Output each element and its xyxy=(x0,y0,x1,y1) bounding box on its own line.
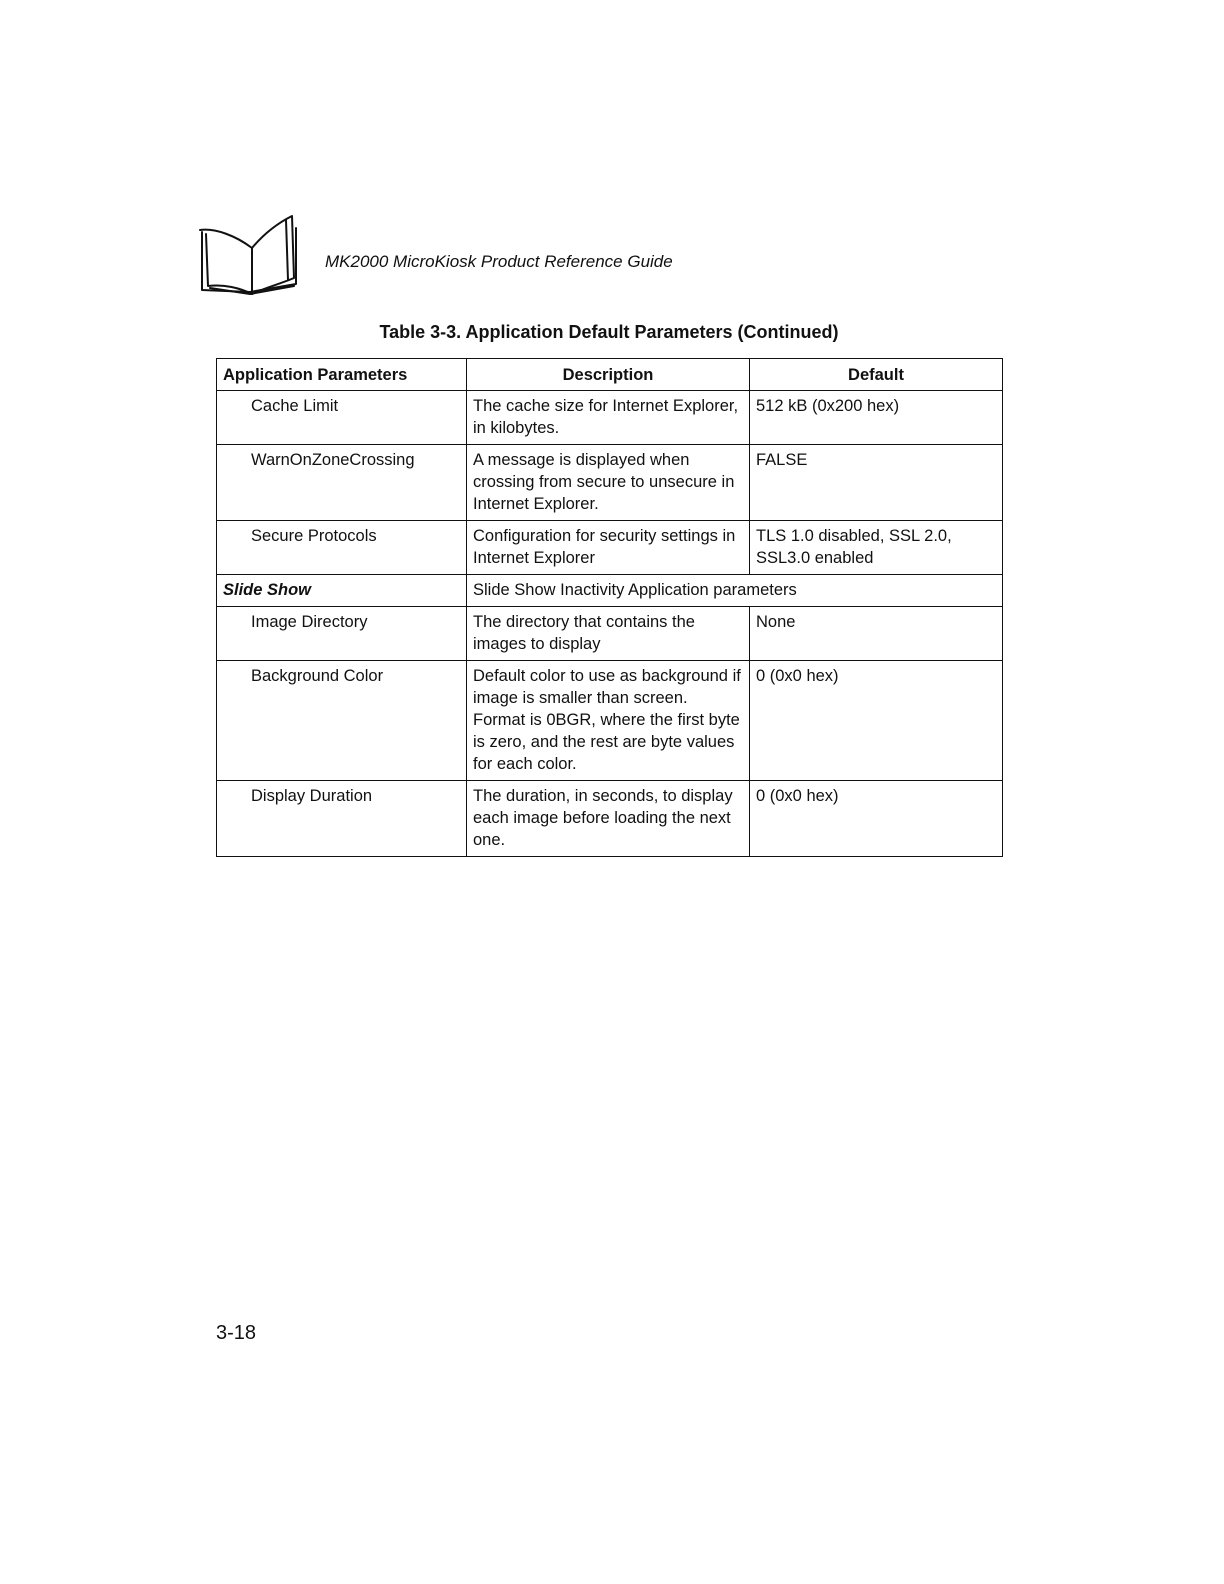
table-header-row xyxy=(217,359,1003,391)
parameter-name: Display Duration xyxy=(217,781,467,857)
parameter-name: Secure Protocols xyxy=(217,521,467,575)
parameter-description: The cache size for Internet Explorer, in kilobytes. xyxy=(467,391,750,445)
open-book-icon xyxy=(196,214,302,298)
parameter-default: 0 (0x0 hex) xyxy=(750,661,1003,781)
table-row xyxy=(217,391,1003,445)
parameter-default: None xyxy=(750,607,1003,661)
parameter-default: 0 (0x0 hex) xyxy=(750,781,1003,857)
column-header-parameters: Application Parameters xyxy=(217,359,467,391)
parameter-default: 512 kB (0x200 hex) xyxy=(750,391,1003,445)
table-row xyxy=(217,521,1003,575)
table-row xyxy=(217,607,1003,661)
parameter-name: Image Directory xyxy=(217,607,467,661)
parameter-name: WarnOnZoneCrossing xyxy=(217,445,467,521)
parameter-description: The directory that contains the images to display xyxy=(467,607,750,661)
guide-title: MK2000 MicroKiosk Product Reference Guide xyxy=(325,252,673,271)
parameter-description: A message is displayed when crossing from secure to unsecure in Internet Explorer. xyxy=(467,445,750,521)
parameter-description: The duration, in seconds, to display each image before loading the next one. xyxy=(467,781,750,857)
column-header-description: Description xyxy=(467,359,750,391)
section-description: Slide Show Inactivity Application parameters xyxy=(467,575,1003,607)
application-parameters-table xyxy=(216,358,1003,857)
parameter-default: TLS 1.0 disabled, SSL 2.0, SSL3.0 enabled xyxy=(750,521,1003,575)
parameter-name: Background Color xyxy=(217,661,467,781)
section-title: Slide Show xyxy=(217,575,467,607)
section-row xyxy=(217,575,1003,607)
table-row xyxy=(217,661,1003,781)
parameter-description: Default color to use as background if image is smaller than screen. Format is 0BGR, where the first byte is zero, and the rest are byte values for each color. xyxy=(467,661,750,781)
table-row xyxy=(217,781,1003,857)
parameter-description: Configuration for security settings in Internet Explorer xyxy=(467,521,750,575)
table-row xyxy=(217,445,1003,521)
page-number: 3-18 xyxy=(216,1322,257,1344)
column-header-default: Default xyxy=(750,359,1003,391)
table-caption: Table 3-3. Application Default Parameters (Continued) xyxy=(379,322,839,342)
parameter-name: Cache Limit xyxy=(217,391,467,445)
parameter-default: FALSE xyxy=(750,445,1003,521)
